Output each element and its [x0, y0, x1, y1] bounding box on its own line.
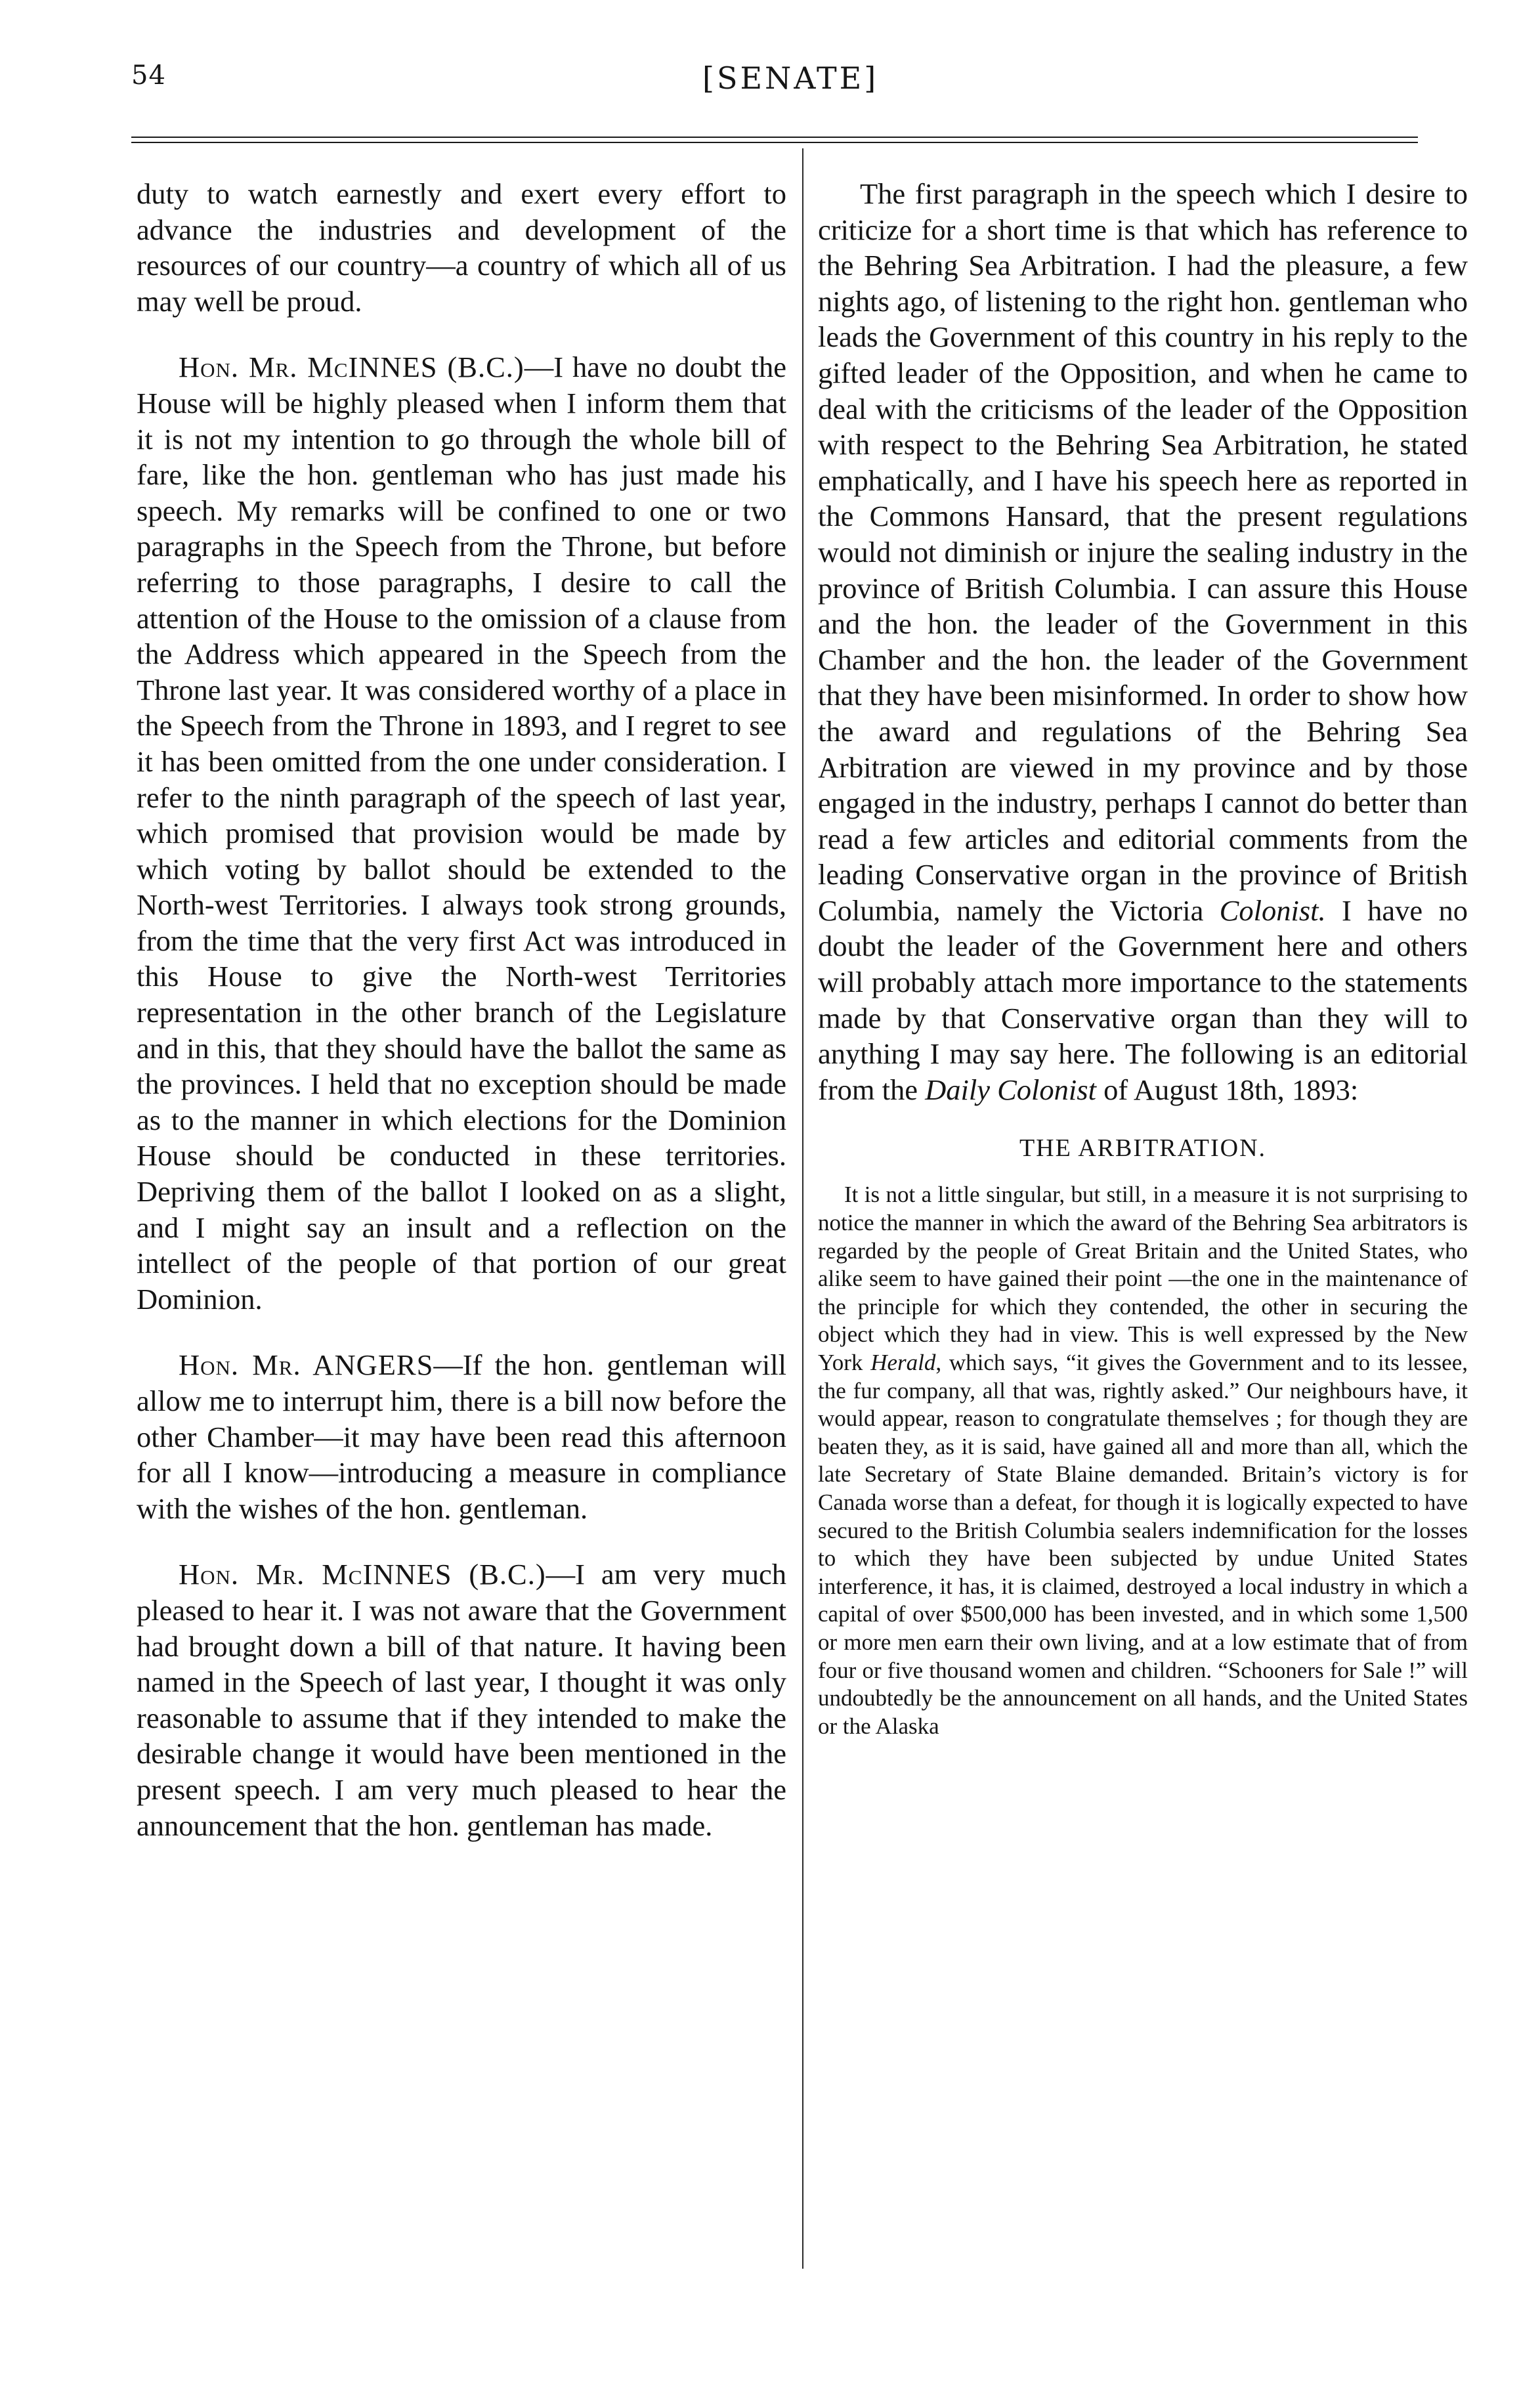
left-column: [137, 176, 786, 1843]
paragraph-angers: [137, 1347, 786, 1526]
speaker-name: Hon. Mr. McINNES (B.C.): [179, 1558, 546, 1591]
quote-text: , which says, “it gives the Government and to its lessee, the fur company, all that was, rightly asked.” Our neighbours have, it would appear, reason to congratulate themselves ; for though they are beaten they, as it is said, have gained all and more than all, which the late Secretary of State Blaine demanded. Britain’s victory is for Canada worse than a defeat, for though it is logically expected to have secured to the British Columbia sealers indemnification for the losses to which they have been subjected by undue United States interference, it has, it is claimed, destroyed a local industry in which a capital of over $500,000 has been invested, and in which some 1,500 or more men earn their own living, and at a low estimate that of from four or five thousand women and children. “Schooners for Sale !” will undoubtedly be the announcement on all hands, and the United States or the Alaska: [818, 1350, 1468, 1739]
page-number: 54: [131, 60, 166, 91]
running-head: [SENATE]: [702, 60, 879, 96]
quoted-article-heading: THE ARBITRATION.: [1019, 1134, 1267, 1163]
paragraph-behring-sea: [818, 176, 1468, 1107]
paragraph-mcinnes-2: [137, 1556, 786, 1843]
right-column: [818, 176, 1468, 1740]
header-rule-top: [131, 137, 1418, 138]
quoted-editorial: [818, 1181, 1468, 1740]
quote-text: It is not a little singular, but still, in a measure it is not surprising to notice the manner in which the award of the Behring Sea arbitrators is regarded by the people of Great Britain and the United States, who alike seem to have gained their point —the one in the maintenance of the principle for which they contended, the other in securing the object which they had in view. This is well expressed by the New York: [818, 1182, 1468, 1375]
page-header: [131, 60, 1418, 106]
newspaper-name: Herald: [870, 1350, 936, 1375]
newspaper-name: Colonist.: [1219, 893, 1326, 927]
paragraph-mcinnes-1: [137, 349, 786, 1317]
speech-text: I have no doubt the leader of the Government here and others will probably attach more importance to the statements made by that Conservative organ than they will to anything I may say here. The following is an editorial from the: [818, 893, 1468, 1106]
speech-text: —I am very much pleased to hear it. I was not aware that the Government had brought down a bill of that nature. It having been named in the Speech of last year, I thought it was only reasonable to assume that if they intended to make the desirable change it would have been mentioned in the present speech. I am very much pleased to hear the announcement that the hon. gentleman has made.: [137, 1558, 786, 1842]
newspaper-name: Daily Colonist: [925, 1073, 1096, 1106]
speech-text: The first paragraph in the speech which I desire to criticize for a short time is that which has reference to the Behring Sea Arbitration. I had the pleasure, a few nights ago, of listening to the right hon. gentleman who leads the Government of this country in his reply to the gifted leader of the Opposition, and when he came to deal with the criticisms of the leader of the Opposition with respect to the Behring Sea Arbitration, he stated emphatically, and I have his speech here as reported in the Commons Hansard, that the present regulations would not diminish or injure the sealing industry in the province of British Columbia. I can assure this House and the hon. the leader of the Government in this Chamber and the hon. the leader of the Government that they have been misinformed. In order to show how the award and regulations of the Behring Sea Arbitration are viewed in my province and by those engaged in the industry, perhaps I cannot do better than read a few articles and editorial comments from the leading Conservative organ in the province of British Columbia, namely the Victoria: [818, 177, 1468, 927]
column-divider: [802, 148, 803, 2269]
speech-text: of August 18th, 1893:: [1096, 1073, 1359, 1106]
paragraph-continuation: duty to watch earnestly and exert every effort to advance the industries and development of the resources of our country—a country of which all of us may well be proud.: [137, 177, 786, 318]
header-rule-bottom: [131, 142, 1418, 143]
speaker-name: Hon. Mr. ANGERS: [179, 1348, 434, 1382]
speech-text: —I have no doubt the House will be highly pleased when I inform them that it is not my intention to go through the whole bill of fare, like the hon. gentleman who has just made his speech. My remarks will be confined to one or two paragraphs in the Speech from the Throne, but before referring to those paragraphs, I desire to call the attention of the House to the omission of a clause from the Address which appeared in the Speech from the Throne last year. It was considered worthy of a place in the Speech from the Throne in 1893, and I regret to see it has been omitted from the one under consideration. I refer to the ninth paragraph of the speech of last year, which promised that provision would be made by which voting by ballot should be extended to the North-west Territories. I always took strong grounds, from the time that the very first Act was introduced in this House to give the North-west Territories representation in the other branch of the Legislature and in this, that they should have the ballot the same as the provinces. I held that no exception should be made as to the manner in which elections for the Dominion House should be conducted in these territories. Depriving them of the ballot I looked on as a slight, and I might say an insult and a reflection on the intellect of the people of that portion of our great Dominion.: [137, 351, 786, 1316]
speaker-name: Hon. Mr. McINNES (B.C.): [179, 351, 524, 384]
speech-text: —If the hon. gentleman will allow me to interrupt him, there is a bill now before the other Chamber—it may have been read this afternoon for all I know—introducing a measure in compliance with the wishes of the hon. gentleman.: [137, 1348, 786, 1525]
